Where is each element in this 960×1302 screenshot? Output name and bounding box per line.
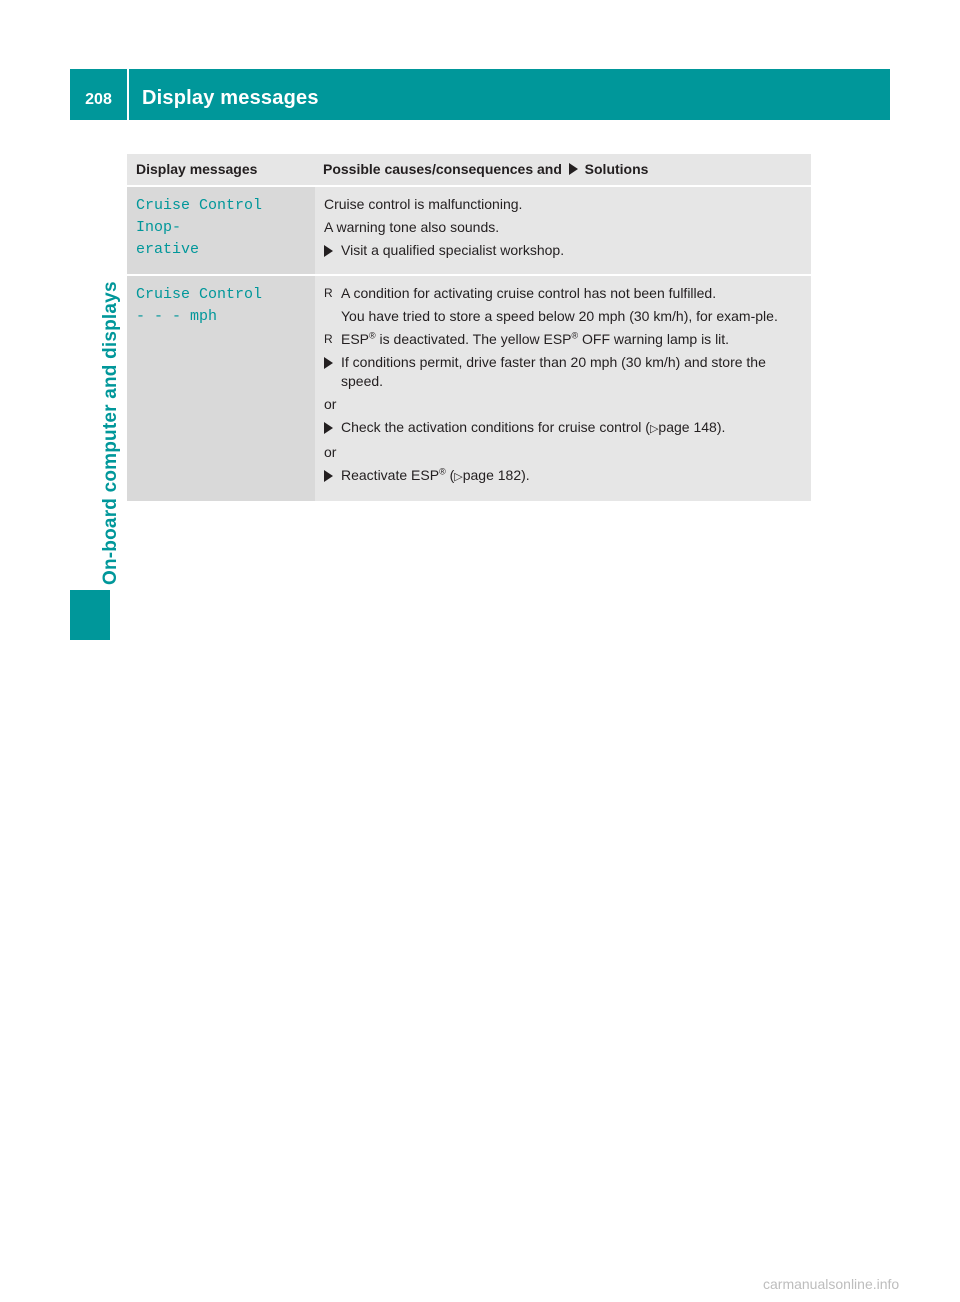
col-header-display-messages: Display messages <box>127 154 315 186</box>
display-message-cell <box>127 186 315 275</box>
page-ref-icon: ▷ <box>649 423 659 435</box>
registered-mark: ® <box>439 466 446 477</box>
causes-cell <box>315 186 811 275</box>
step-arrow-icon <box>324 357 333 369</box>
display-message-line: Cruise Control <box>136 286 263 303</box>
cause-bullet-text: is deactivated. The yellow ESP <box>375 331 572 347</box>
section-tab-marker <box>70 590 110 640</box>
registered-mark: ® <box>369 330 376 341</box>
step-arrow-icon <box>569 163 578 175</box>
cause-bullet-text: A condition for activating cruise control has not been fulfilled. <box>341 285 717 301</box>
causes-cell <box>315 275 811 502</box>
solution-step-text: Reactivate ESP <box>341 467 440 483</box>
cause-text: A warning tone also sounds. <box>324 219 500 235</box>
section-tab-label: On-board computer and displays <box>100 281 121 585</box>
solution-step <box>324 466 803 487</box>
page-reference-link[interactable]: page 182 <box>462 467 522 483</box>
solution-step-text: ). <box>716 419 726 435</box>
cause-bullet-detail: You have tried to store a speed below 20 mph (30 km/h), for exam‑ple. <box>341 308 778 324</box>
watermark: carmanualsonline.info <box>763 1276 900 1292</box>
page-number: 208 <box>85 90 112 108</box>
display-message-line: - - - mph <box>136 308 218 325</box>
header-divider <box>127 69 129 120</box>
display-message-cell <box>127 275 315 502</box>
solution-step-text: If conditions permit, drive faster than 20 mph (30 km/h) and store the speed. <box>341 354 766 389</box>
table-header-row <box>127 154 811 186</box>
solution-step-text: ). <box>521 467 530 483</box>
or-separator: or <box>324 396 337 412</box>
registered-mark: ® <box>571 330 579 341</box>
table-row <box>127 275 811 502</box>
cause-text: Cruise control is malfunctioning. <box>324 196 523 212</box>
bullet-icon: R <box>324 286 333 300</box>
col-header-causes-solutions <box>315 154 811 186</box>
table-row <box>127 186 811 275</box>
step-arrow-icon <box>324 245 333 257</box>
solution-step <box>324 353 803 391</box>
bullet-icon: R <box>324 332 333 346</box>
display-message-line: erative <box>136 241 200 258</box>
solution-step-text: Visit a qualified specialist workshop. <box>341 242 565 258</box>
solution-step-text: Check the activation conditions for cruise control ( <box>341 419 650 435</box>
solution-step <box>324 241 803 260</box>
page-ref-icon: ▷ <box>454 471 463 483</box>
solution-step-text: ( <box>445 467 455 483</box>
col-header-causes-text: Possible causes/consequences and <box>323 161 562 177</box>
or-separator: or <box>324 444 337 460</box>
col-header-solutions-text: Solutions <box>584 161 649 177</box>
solution-step <box>324 418 803 439</box>
display-message-line: Cruise Control Inop‑ <box>136 197 263 236</box>
cause-bullet <box>324 284 803 326</box>
step-arrow-icon <box>324 422 333 434</box>
cause-bullet-text: OFF warning lamp is lit. <box>578 331 730 347</box>
cause-bullet <box>324 330 803 349</box>
display-messages-table <box>127 154 811 503</box>
page-reference-link[interactable]: page 148 <box>658 419 717 435</box>
step-arrow-icon <box>324 470 333 482</box>
esp-label: ESP <box>341 331 370 347</box>
page-title: Display messages <box>142 87 319 109</box>
